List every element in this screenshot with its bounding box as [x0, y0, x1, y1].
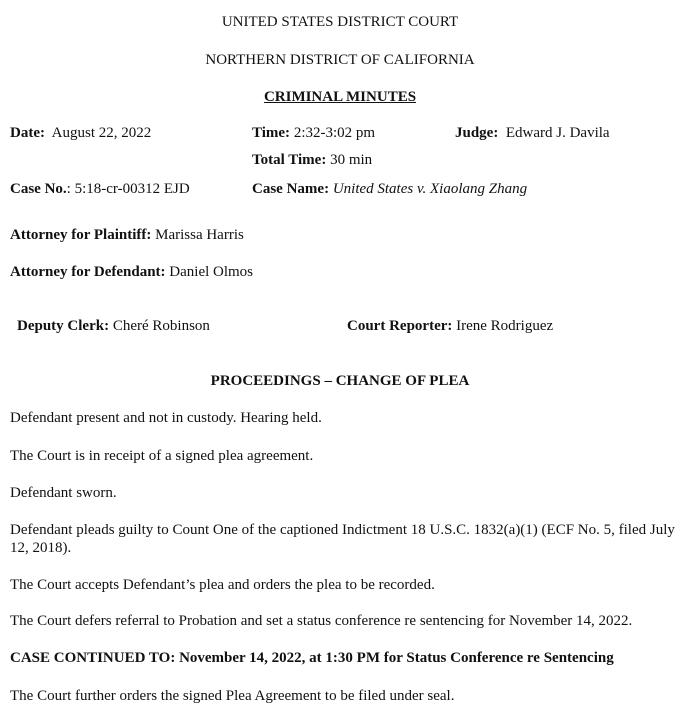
- court-reporter-field: [347, 317, 553, 335]
- case-no-value: : 5:18-cr-00312 EJD: [66, 181, 190, 197]
- time-value: 2:32-3:02 pm: [293, 125, 376, 141]
- paragraph: The Court defers referral to Probation and set a status conference re sentencing for November 14, 2022.: [10, 613, 633, 629]
- paragraph: Defendant pleads guilty to Count One of the captioned Indictment 18 U.S.C. 1832(a)(1) (ECF No. 5, filed July 12, 2018).: [10, 522, 675, 556]
- time-label: Time:: [252, 125, 291, 141]
- time-field: [252, 124, 375, 142]
- court-reporter-label: Court Reporter:: [347, 318, 453, 334]
- defendant-attorney-field: [10, 263, 253, 281]
- court-reporter-value: Irene Rodriguez: [456, 318, 554, 334]
- court-name: UNITED STATES DISTRICT COURT: [221, 14, 459, 30]
- district-name: NORTHERN DISTRICT OF CALIFORNIA: [205, 52, 475, 68]
- case-name-value: United States v. Xiaolang Zhang: [332, 181, 528, 197]
- total-time-value: 30 min: [330, 152, 373, 168]
- date-label: Date:: [10, 125, 45, 141]
- case-no-label: Case No.: [10, 181, 67, 197]
- paragraph: Defendant present and not in custody. Hearing held.: [10, 410, 322, 426]
- proceedings-heading: [0, 372, 680, 390]
- total-time-field: [252, 151, 372, 169]
- document-title: [0, 88, 680, 106]
- total-time-label: Total Time:: [252, 152, 327, 168]
- judge-value: Edward J. Davila: [505, 125, 610, 141]
- paragraph: The Court further orders the signed Plea Agreement to be filed under seal.: [10, 688, 455, 704]
- proceedings-heading-text: PROCEEDINGS – CHANGE OF PLEA: [210, 373, 470, 389]
- deputy-clerk-value: Cheré Robinson: [112, 318, 210, 334]
- paragraph: The Court accepts Defendant’s plea and orders the plea to be recorded.: [10, 577, 435, 593]
- date-value: August 22, 2022: [51, 125, 152, 141]
- defendant-attorney-label: Attorney for Defendant:: [10, 264, 166, 280]
- deputy-clerk-field: [17, 317, 210, 335]
- judge-label: Judge:: [455, 125, 499, 141]
- paragraph: Defendant sworn.: [10, 485, 117, 501]
- title-text: CRIMINAL MINUTES: [263, 89, 417, 105]
- case-name-field: [252, 180, 527, 198]
- plaintiff-attorney-label: Attorney for Plaintiff:: [10, 227, 152, 243]
- paragraph: The Court is in receipt of a signed plea agreement.: [10, 448, 314, 464]
- judge-field: [455, 124, 610, 142]
- plaintiff-attorney-value: Marissa Harris: [155, 227, 244, 243]
- defendant-attorney-value: Daniel Olmos: [169, 264, 254, 280]
- deputy-clerk-label: Deputy Clerk:: [17, 318, 110, 334]
- case-no-field: [10, 180, 190, 198]
- case-continued-text: CASE CONTINUED TO: November 14, 2022, at 1:30 PM for Status Conference re Sentencing: [10, 650, 614, 666]
- case-name-label: Case Name:: [252, 181, 330, 197]
- plaintiff-attorney-field: [10, 226, 244, 244]
- case-continued: [10, 649, 614, 667]
- date-field: [10, 124, 151, 142]
